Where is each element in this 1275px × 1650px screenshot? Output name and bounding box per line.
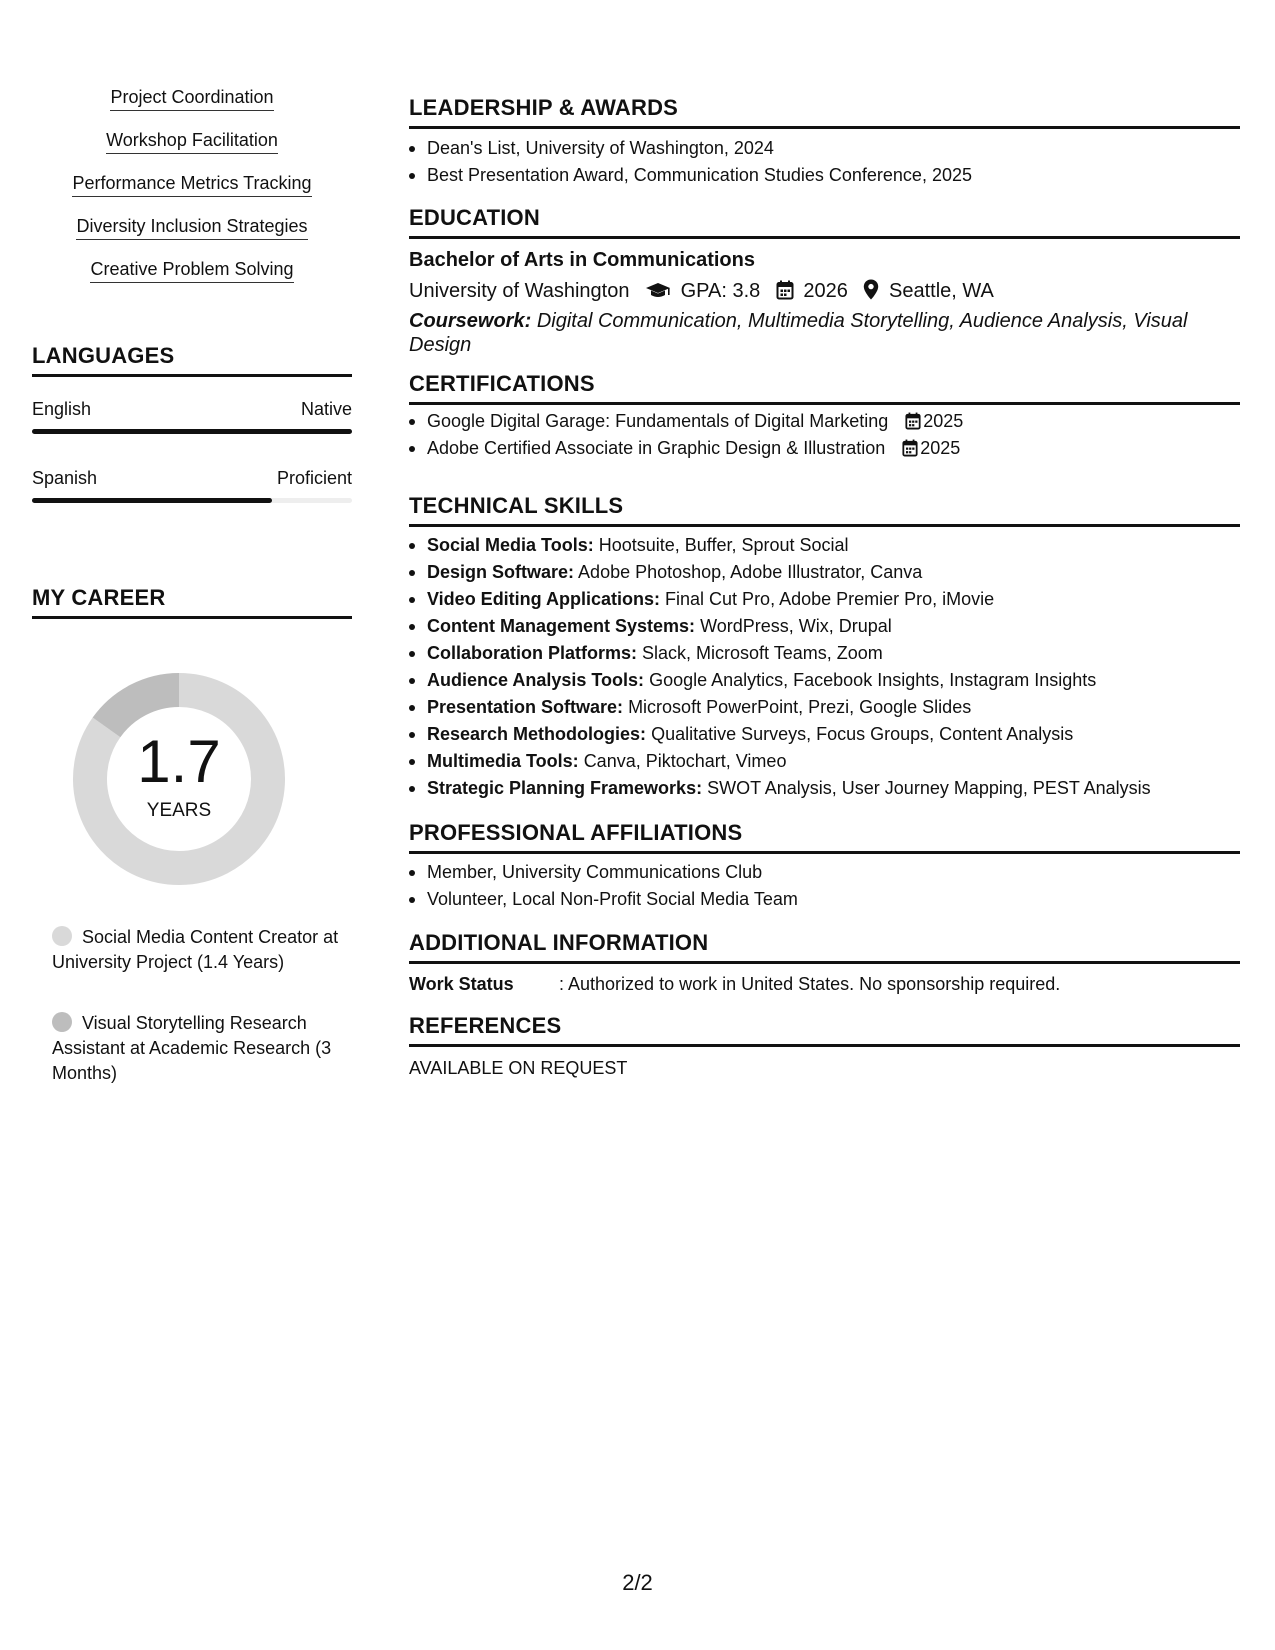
certifications-list: [409, 408, 1240, 462]
leadership-list: [409, 135, 1240, 189]
list-item: Audience Analysis Tools: Google Analytics, Facebook Insights, Instagram Insights: [409, 667, 1240, 694]
list-item: Collaboration Platforms: Slack, Microsoft Teams, Zoom: [409, 640, 1240, 667]
additional-info-heading: ADDITIONAL INFORMATION: [409, 930, 1240, 964]
coursework-label: Coursework:: [409, 310, 532, 332]
calendar-icon: [902, 439, 918, 457]
degree-title: Bachelor of Arts in Communications: [409, 249, 755, 271]
work-status-row: [409, 974, 1060, 995]
list-item: Volunteer, Local Non-Profit Social Media Team: [409, 886, 1240, 913]
education-meta: [409, 279, 994, 306]
skill-tag: Performance Metrics Tracking: [32, 172, 352, 194]
list-item: Presentation Software: Microsoft PowerPoint, Prezi, Google Slides: [409, 694, 1240, 721]
languages-heading: LANGUAGES: [32, 343, 352, 377]
language-row-english: [32, 399, 352, 443]
location: Seattle, WA: [889, 280, 994, 302]
list-item: Video Editing Applications: Final Cut Pro, Adobe Premier Pro, iMovie: [409, 586, 1240, 613]
list-item: Dean's List, University of Washington, 2024: [409, 135, 1240, 162]
list-item: Multimedia Tools: Canva, Piktochart, Vimeo: [409, 748, 1240, 775]
calendar-icon: [905, 412, 921, 430]
references-heading: REFERENCES: [409, 1013, 1240, 1047]
career-legend-item: Visual Storytelling Research Assistant at Academic Research (3 Months): [52, 1013, 332, 1083]
skill-tag: Project Coordination: [32, 86, 352, 108]
legend-dot-icon: [52, 926, 72, 946]
skill-tag: Creative Problem Solving: [32, 258, 352, 280]
certifications-heading: CERTIFICATIONS: [409, 371, 1240, 405]
graduation-year: 2026: [803, 280, 848, 302]
list-item: Content Management Systems: WordPress, Wix, Drupal: [409, 613, 1240, 640]
skill-tag: Workshop Facilitation: [32, 129, 352, 151]
list-item: Strategic Planning Frameworks: SWOT Analysis, User Journey Mapping, PEST Analysis: [409, 775, 1240, 802]
coursework: [409, 309, 1219, 357]
language-name: English: [32, 399, 92, 419]
career-heading: MY CAREER: [32, 585, 352, 619]
list-item: Design Software: Adobe Photoshop, Adobe Illustrator, Canva: [409, 559, 1240, 586]
technical-skills-list: [409, 532, 1240, 802]
affiliations-list: [409, 859, 1240, 913]
location-pin-icon: [863, 279, 879, 306]
list-item: Member, University Communications Club: [409, 859, 1240, 886]
list-item: [409, 435, 1240, 462]
career-donut-segment: [107, 690, 179, 727]
list-item: Best Presentation Award, Communication Studies Conference, 2025: [409, 162, 1240, 189]
education-heading: EDUCATION: [409, 205, 1240, 239]
references-text: AVAILABLE ON REQUEST: [409, 1058, 628, 1078]
school-name: University of Washington: [409, 280, 630, 302]
calendar-icon: [776, 280, 794, 306]
list-item: Social Media Tools: Hootsuite, Buffer, Sprout Social: [409, 532, 1240, 559]
skill-tag: Diversity Inclusion Strategies: [32, 215, 352, 237]
career-donut-chart: [66, 666, 292, 892]
language-name: Spanish: [32, 468, 98, 488]
certification-name: Google Digital Garage: Fundamentals of Digital Marketing: [427, 411, 889, 431]
language-level: Proficient: [276, 468, 352, 488]
career-legend-item: Social Media Content Creator at University Project (1.4 Years): [52, 927, 339, 972]
affiliations-heading: PROFESSIONAL AFFILIATIONS: [409, 820, 1240, 854]
list-item: Research Methodologies: Qualitative Surveys, Focus Groups, Content Analysis: [409, 721, 1240, 748]
gpa: GPA: 3.8: [680, 280, 761, 302]
language-bar-fill: [32, 429, 352, 434]
leadership-heading: LEADERSHIP & AWARDS: [409, 95, 1240, 129]
language-bar-fill: [32, 498, 272, 503]
career-total-unit: YEARS: [146, 800, 212, 821]
graduation-cap-icon: [645, 282, 671, 306]
language-bar-track: [32, 429, 352, 434]
technical-skills-heading: TECHNICAL SKILLS: [409, 493, 1240, 527]
coursework-list: Digital Communication, Multimedia Storytelling, Audience Analysis, Visual Design: [409, 310, 1188, 356]
language-bar-track: [32, 498, 352, 503]
certification-name: Adobe Certified Associate in Graphic Design & Illustration: [427, 438, 886, 458]
certification-year: 2025: [905, 411, 963, 431]
language-level: Native: [300, 399, 352, 419]
career-total-value: 1.7: [137, 728, 221, 795]
language-row-spanish: [32, 468, 352, 512]
page-number: 2/2: [622, 1570, 653, 1595]
list-item: [409, 408, 1240, 435]
certification-year: 2025: [902, 438, 960, 458]
legend-dot-icon: [52, 1012, 72, 1032]
work-status-value: : Authorized to work in United States. No sponsorship required.: [559, 974, 1061, 994]
work-status-label: Work Status: [409, 974, 514, 994]
